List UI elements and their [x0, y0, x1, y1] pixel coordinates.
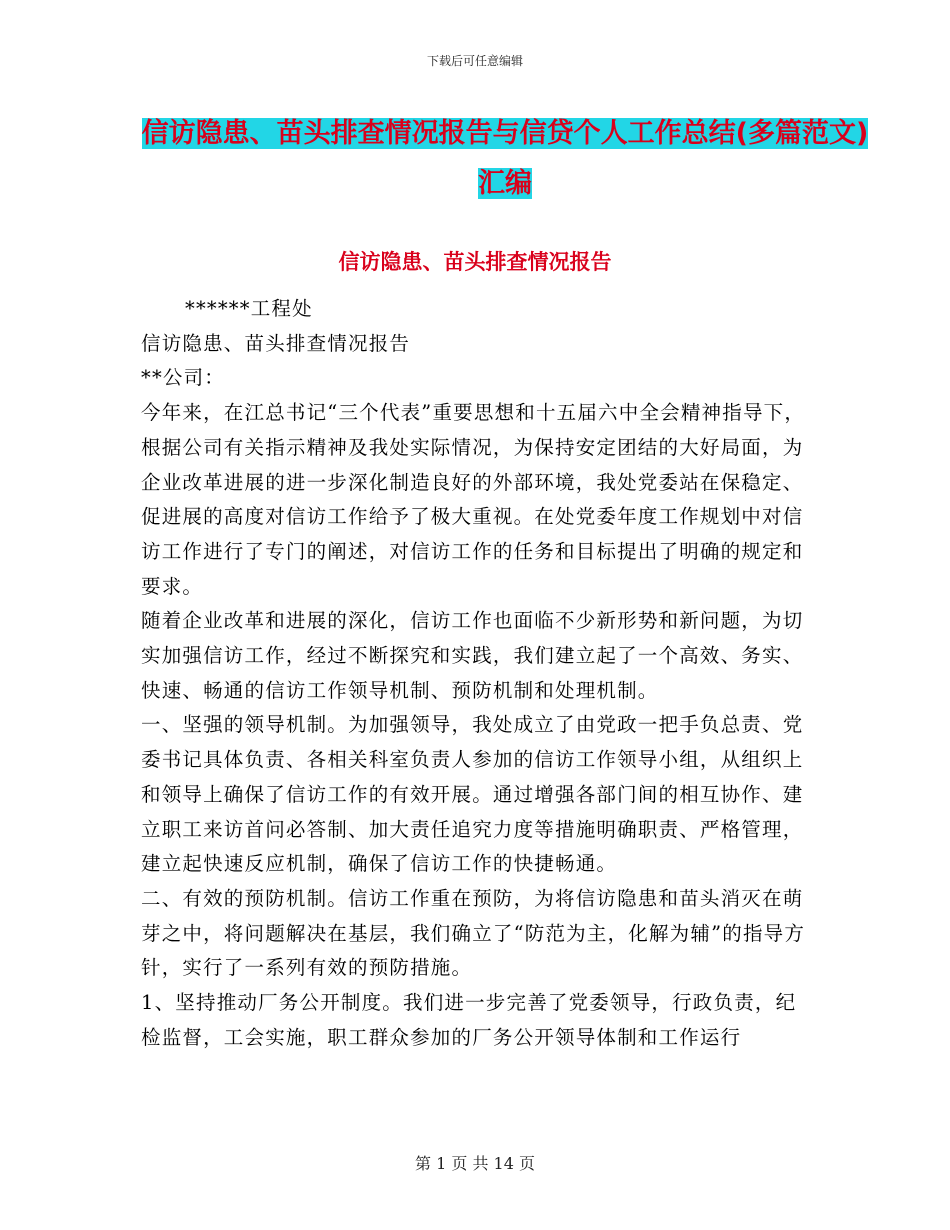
- paragraph: 1、坚持推动厂务公开制度。我们进一步完善了党委领导，行政负责，纪检监督，工会实施，职工群众参加的厂务公开领导体制和工作运行: [141, 991, 797, 1049]
- paragraph-salutation: **公司：: [141, 366, 226, 390]
- document-title: [140, 109, 870, 209]
- section-title: 信访隐患、苗头排查情况报告: [338, 250, 612, 274]
- paragraph-subtitle: 信访隐患、苗头排查情况报告: [141, 331, 411, 355]
- paragraph: 一、坚强的领导机制。为加强领导，我处成立了由党政一把手负总责、党委书记具体负责、各相关科室负责人参加的信访工作领导小组，从组织上和领导上确保了信访工作的有效开展。通过增强各部门间的相互协作、建立职工来访首问必答制、加大责任追究力度等措施明确职责、严格管理，建立起快速反应机制，确保了信访工作的快捷畅通。: [141, 713, 804, 876]
- paragraph: 二、有效的预防机制。信访工作重在预防，为将信访隐患和苗头消灭在萌芽之中，将问题解决在基层，我们确立了“防范为主，化解为辅”的指导方针，实行了一系列有效的预防措施。: [141, 886, 806, 980]
- paragraph-org: ******工程处: [185, 297, 313, 320]
- document-title-text: 信访隐患、苗头排查情况报告与信贷个人工作总结(多篇范文)汇编: [141, 118, 869, 199]
- document-body: [141, 292, 813, 1055]
- paragraph: 今年来，在江总书记“三个代表”重要思想和十五届六中全会精神指导下，根据公司有关指示精神及我处实际情况，为保持安定团结的大好局面，为企业改革进展的进一步深化制造良好的外部环境，我处党委站在保稳定、促进展的高度对信访工作给予了极大重视。在处党委年度工作规划中对信访工作进行了专门的阐述，对信访工作的任务和目标提出了明确的规定和要求。: [141, 401, 806, 598]
- paragraph: 随着企业改革和进展的深化，信访工作也面临不少新形势和新问题，为切实加强信访工作，经过不断探究和实践，我们建立起了一个高效、务实、快速、畅通的信访工作领导机制、预防机制和处理机制。: [141, 609, 804, 702]
- page-footer: 第 1 页 共 14 页: [415, 1154, 535, 1173]
- header-note: 下载后可任意编辑: [426, 54, 523, 68]
